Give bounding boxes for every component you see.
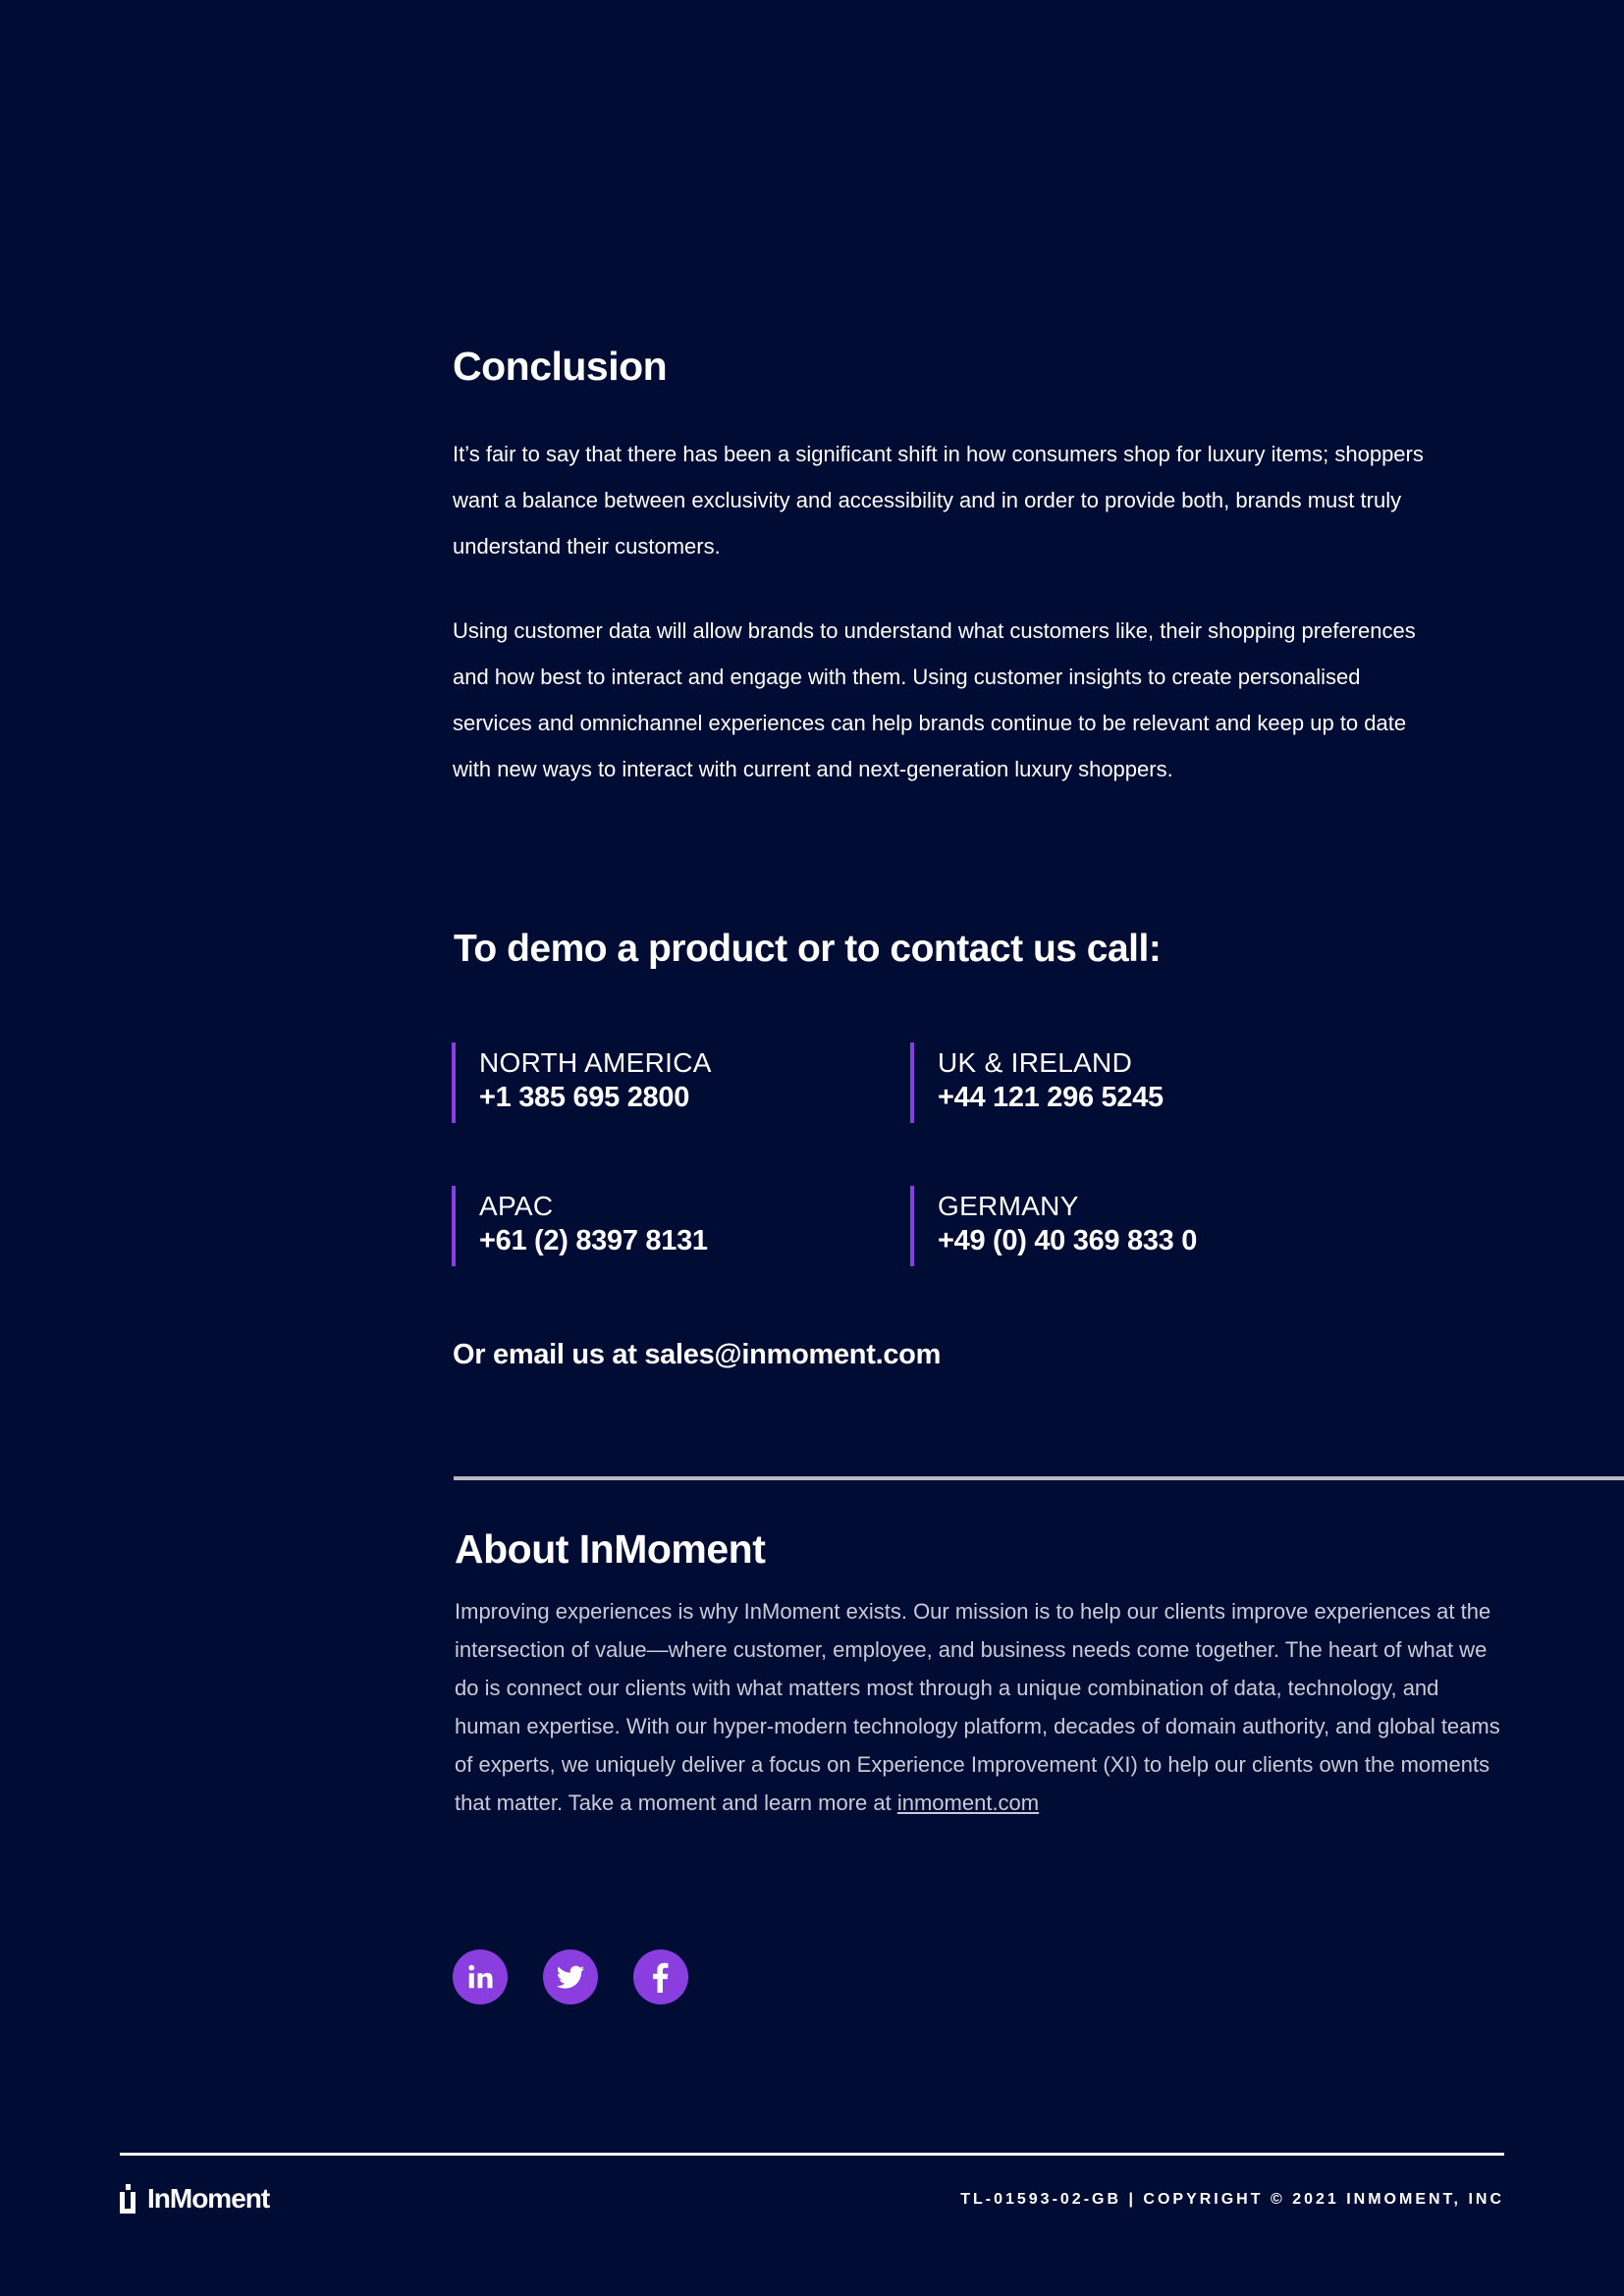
- section-divider: [454, 1476, 1624, 1480]
- copyright-text: TL-01593-02-GB | COPYRIGHT © 2021 INMOMENT, INC: [960, 2191, 1504, 2208]
- contact-north-america: [452, 1042, 712, 1123]
- contact-germany: [910, 1186, 1197, 1266]
- conclusion-paragraph-2: Using customer data will allow brands to understand what customers like, their shopping preferences and how best to interact and engage with them. Using customer insights to create personalised services and omnichannel experiences can help brands continue to be relevant and keep up to date with new ways to interact with current and next-generation luxury shoppers.: [453, 618, 1416, 781]
- linkedin-icon: [465, 1962, 495, 1992]
- region-label: GERMANY: [938, 1191, 1079, 1221]
- region-label: NORTH AMERICA: [479, 1047, 712, 1078]
- twitter-button[interactable]: [543, 1949, 598, 2004]
- email-contact[interactable]: Or email us at sales@inmoment.com: [453, 1339, 942, 1370]
- about-text: Improving experiences is why InMoment exists. Our mission is to help our clients improve experiences at the intersection of value—where customer, employee, and business needs come together. The heart of what we do is connect our clients with what matters most through a unique combination of data, technology, and human expertise. With our hyper-modern technology platform, decades of domain authority, and global teams of experts, we uniquely deliver a focus on Experience Improvement (XI) to help our clients own the moments that matter. Take a moment and learn more at: [455, 1599, 1500, 1815]
- about-heading: About InMoment: [455, 1526, 766, 1572]
- phone-number[interactable]: +1 385 695 2800: [479, 1082, 690, 1113]
- logo-text: InMoment: [147, 2183, 270, 2214]
- region-label: UK & IRELAND: [938, 1047, 1133, 1078]
- twitter-icon: [554, 1960, 587, 1994]
- footer-divider: [120, 2153, 1504, 2156]
- contact-apac: [452, 1186, 708, 1266]
- facebook-icon: [645, 1961, 677, 1993]
- inmoment-link[interactable]: inmoment.com: [896, 1790, 1040, 1815]
- phone-number[interactable]: +61 (2) 8397 8131: [479, 1225, 708, 1256]
- inmoment-logo: [120, 2183, 269, 2215]
- linkedin-button[interactable]: [453, 1949, 508, 2004]
- about-paragraph: [455, 1592, 1505, 1822]
- region-label: APAC: [479, 1191, 554, 1221]
- inmoment-logo-mark-icon: [120, 2184, 137, 2214]
- contact-uk-ireland: [910, 1042, 1164, 1123]
- phone-number[interactable]: +49 (0) 40 369 833 0: [938, 1225, 1198, 1256]
- conclusion-paragraph-1: It’s fair to say that there has been a significant shift in how consumers shop for luxury items; shoppers want a balance between exclusivity and accessibility and in order to provide both, brands must truly understand their customers.: [453, 442, 1424, 559]
- contact-heading: To demo a product or to contact us call:: [454, 928, 1162, 970]
- facebook-button[interactable]: [633, 1949, 688, 2004]
- phone-number[interactable]: +44 121 296 5245: [938, 1082, 1164, 1113]
- conclusion-heading: Conclusion: [453, 344, 668, 389]
